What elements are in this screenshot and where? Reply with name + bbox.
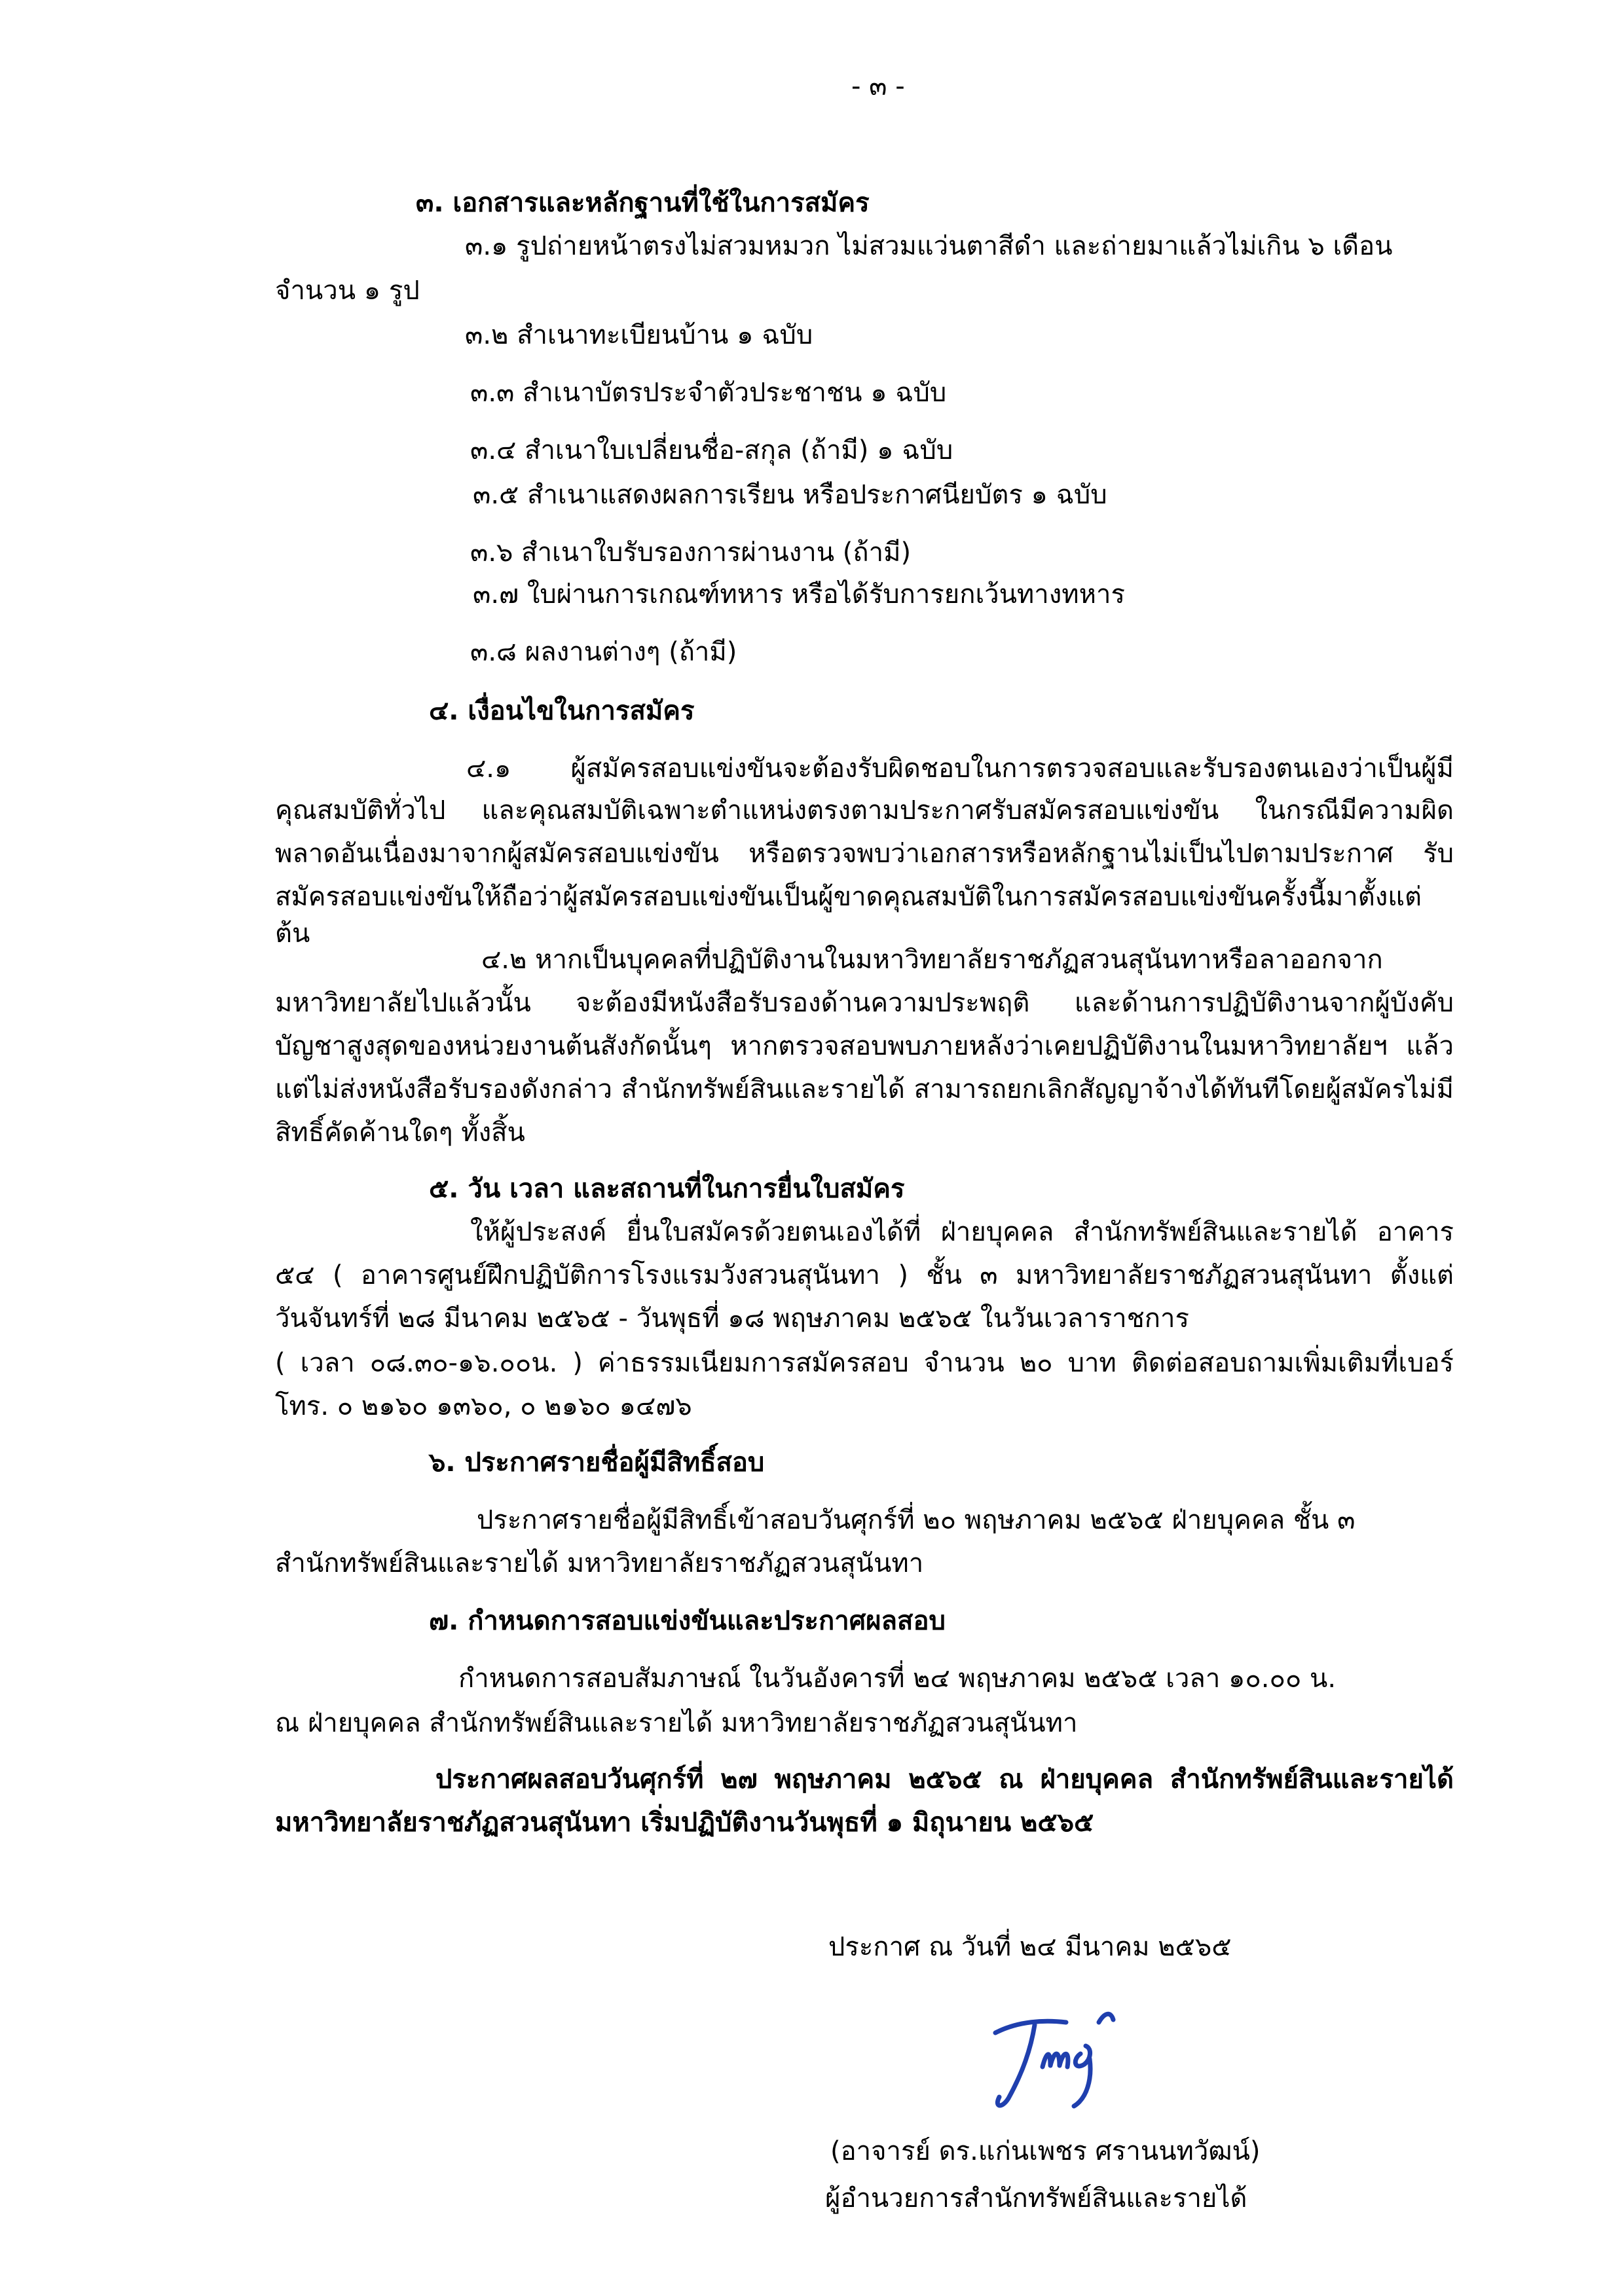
section5-line3: วันจันทร์ที่ ๒๘ มีนาคม ๒๕๖๕ - วันพุธที่ ๑๘ พฤษภาคม ๒๕๖๕ ในวันเวลาราชการ <box>275 1303 1189 1334</box>
section7-heading: ๗. กำหนดการสอบแข่งขันและประกาศผลสอบ <box>429 1606 946 1636</box>
section7-result-line1: ประกาศผลสอบวันศุกร์ที่ ๒๗ พฤษภาคม ๒๕๖๕ ณ ฝ่ายบุคคล สำนักทรัพย์สินและรายได้ <box>435 1764 1454 1795</box>
section3-item4: ๓.๔ สำเนาใบเปลี่ยนชื่อ-สกุล (ถ้ามี) ๑ ฉบับ <box>470 435 953 465</box>
section3-item1-line2: จำนวน ๑ รูป <box>275 276 420 306</box>
section7-line2: ณ ฝ่ายบุคคล สำนักทรัพย์สินและรายได้ มหาวิทยาลัยราชภัฏสวนสุนันทา <box>275 1708 1078 1738</box>
section4-p1-line3: พลาดอันเนื่องมาจากผู้สมัครสอบแข่งขัน หรือตรวจพบว่าเอกสารหรือหลักฐานไม่เป็นไปตามประกาศ รับ <box>275 839 1454 869</box>
section5-line2: ๕๔ ( อาคารศูนย์ฝึกปฏิบัติการโรงแรมวังสวนสุนันทา ) ชั้น ๓ มหาวิทยาลัยราชภัฏสวนสุนันทา ตั้งแต่ <box>275 1260 1454 1290</box>
section5-line4: ( เวลา ๐๘.๓๐-๑๖.๐๐น. ) ค่าธรรมเนียมการสมัครสอบ จำนวน ๒๐ บาท ติดต่อสอบถามเพิ่มเติมที่เบอร์ <box>275 1348 1454 1378</box>
section4-p2-line1: ๔.๒ หากเป็นบุคคลที่ปฏิบัติงานในมหาวิทยาลัยราชภัฏสวนสุนันทาหรือลาออกจาก <box>481 945 1383 975</box>
section6-line1: ประกาศรายชื่อผู้มีสิทธิ์เข้าสอบวันศุกร์ที่ ๒๐ พฤษภาคม ๒๕๖๕ ฝ่ายบุคคล ชั้น ๓ <box>477 1505 1356 1535</box>
section4-p1-line2: คุณสมบัติทั่วไป และคุณสมบัติเฉพาะตำแหน่งตรงตามประกาศรับสมัครสอบแข่งขัน ในกรณีมีความผิด <box>275 795 1454 826</box>
section5-line1: ให้ผู้ประสงค์ ยื่นใบสมัครด้วยตนเองได้ที่ ฝ่ายบุคคล สำนักทรัพย์สินและรายได้ อาคาร <box>470 1217 1454 1247</box>
section4-p2-line4: แต่ไม่ส่งหนังสือรับรองดังกล่าว สำนักทรัพย์สินและรายได้ สามารถยกเลิกสัญญาจ้างได้ทันทีโดยผู้สมัครไม่มี <box>275 1074 1454 1104</box>
section3-item5: ๓.๕ สำเนาแสดงผลการเรียน หรือประกาศนียบัตร ๑ ฉบับ <box>473 480 1107 510</box>
section7-result-line2: มหาวิทยาลัยราชภัฏสวนสุนันทา เริ่มปฏิบัติงานวันพุธที่ ๑ มิถุนายน ๒๕๖๕ <box>275 1808 1094 1838</box>
signer-title: ผู้อำนวยการสำนักทรัพย์สินและรายได้ <box>825 2183 1247 2214</box>
section3-item7: ๓.๗ ใบผ่านการเกณฑ์ทหาร หรือได้รับการยกเว้นทางทหาร <box>473 579 1125 610</box>
section7-line1: กำหนดการสอบสัมภาษณ์ ในวันอังคารที่ ๒๔ พฤษภาคม ๒๕๖๕ เวลา ๑๐.๐๐ น. <box>458 1664 1337 1694</box>
section6-line2: สำนักทรัพย์สินและรายได้ มหาวิทยาลัยราชภัฏสวนสุนันทา <box>275 1548 924 1578</box>
section4-p2-line2: มหาวิทยาลัยไปแล้วนั้น จะต้องมีหนังสือรับรองด้านความประพฤติ และด้านการปฏิบัติงานจากผู้บังคับ <box>275 988 1454 1018</box>
section4-p1-line4: สมัครสอบแข่งขันให้ถือว่าผู้สมัครสอบแข่งขันเป็นผู้ขาดคุณสมบัติในการสมัครสอบแข่งขันครั้งนี้มาตั้งแต่ต้น <box>275 882 1422 949</box>
section3-item2: ๓.๒ สำเนาทะเบียนบ้าน ๑ ฉบับ <box>465 320 813 350</box>
section4-p2-line3: บัญชาสูงสุดของหน่วยงานต้นสังกัดนั้นๆ หากตรวจสอบพบภายหลังว่าเคยปฏิบัติงานในมหาวิทยาลัยฯ แล้ว <box>275 1031 1454 1061</box>
section3-item3: ๓.๓ สำเนาบัตรประจำตัวประชาชน ๑ ฉบับ <box>470 378 947 408</box>
section5-heading: ๕. วัน เวลา และสถานที่ในการยื่นใบสมัคร <box>429 1174 905 1204</box>
section3-item6: ๓.๖ สำเนาใบรับรองการผ่านงาน (ถ้ามี) <box>470 538 912 568</box>
page-number: - ๓ - <box>851 71 905 101</box>
section3-item8: ๓.๘ ผลงานต่างๆ (ถ้ามี) <box>470 637 737 667</box>
section3-item1-line1: ๓.๑ รูปถ่ายหน้าตรงไม่สวมหมวก ไม่สวมแว่นตาสีดำ และถ่ายมาแล้วไม่เกิน ๖ เดือน <box>465 231 1393 261</box>
signer-name: (อาจารย์ ดร.แก่นเพชร ศรานนทวัฒน์) <box>830 2136 1261 2166</box>
section3-heading: ๓. เอกสารและหลักฐานที่ใช้ในการสมัคร <box>416 188 870 218</box>
section4-p2-line5: สิทธิ์คัดค้านใดๆ ทั้งสิ้น <box>275 1118 525 1148</box>
section4-heading: ๔. เงื่อนไขในการสมัคร <box>429 696 695 726</box>
section5-line5: โทร. ๐ ๒๑๖๐ ๑๓๖๐, ๐ ๒๑๖๐ ๑๔๗๖ <box>275 1391 692 1421</box>
section4-p1-line1: ๔.๑ ผู้สมัครสอบแข่งขันจะต้องรับผิดชอบในการตรวจสอบและรับรองตนเองว่าเป็นผู้มี <box>466 754 1454 784</box>
signature <box>982 1994 1133 2118</box>
section6-heading: ๖. ประกาศรายชื่อผู้มีสิทธิ์สอบ <box>429 1448 765 1478</box>
announcement-date: ประกาศ ณ วันที่ ๒๔ มีนาคม ๒๕๖๕ <box>828 1932 1232 1962</box>
